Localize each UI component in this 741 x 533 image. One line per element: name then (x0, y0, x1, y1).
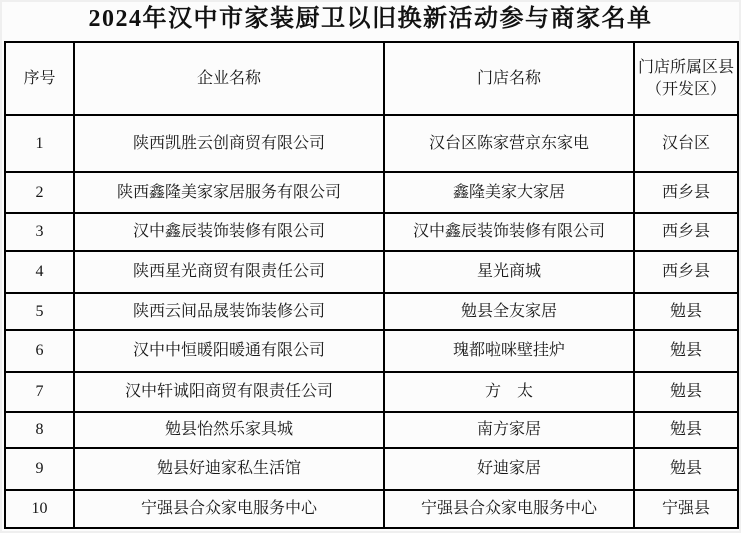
cell-company: 陕西鑫隆美家家居服务有限公司 (74, 172, 384, 213)
cell-company: 陕西云间品晟装饰装修公司 (74, 293, 384, 330)
table-row (5, 490, 738, 528)
table-header-row (5, 42, 738, 115)
cell-store: 勉县全友家居 (384, 293, 634, 330)
cell-store: 瑰都啦咪壁挂炉 (384, 330, 634, 372)
table-row (5, 330, 738, 372)
cell-district: 西乡县 (634, 251, 738, 293)
cell-district: 宁强县 (634, 490, 738, 528)
cell-seq: 3 (5, 213, 74, 251)
cell-store: 南方家居 (384, 412, 634, 448)
cell-company: 汉中中恒暖阳暖通有限公司 (74, 330, 384, 372)
table-row (5, 412, 738, 448)
table-row (5, 293, 738, 330)
cell-district: 西乡县 (634, 213, 738, 251)
cell-company: 陕西凯胜云创商贸有限公司 (74, 115, 384, 172)
table-row (5, 213, 738, 251)
cell-company: 勉县怡然乐家具城 (74, 412, 384, 448)
cell-district: 勉县 (634, 372, 738, 412)
cell-company: 勉县好迪家私生活馆 (74, 448, 384, 490)
header-company: 企业名称 (74, 42, 384, 115)
cell-store: 星光商城 (384, 251, 634, 293)
cell-district: 勉县 (634, 412, 738, 448)
merchants-table (4, 41, 739, 529)
header-store: 门店名称 (384, 42, 634, 115)
table-row (5, 372, 738, 412)
table-row (5, 172, 738, 213)
cell-company: 汉中鑫辰装饰装修有限公司 (74, 213, 384, 251)
cell-store: 宁强县合众家电服务中心 (384, 490, 634, 528)
header-seq: 序号 (5, 42, 74, 115)
cell-seq: 10 (5, 490, 74, 528)
cell-district: 勉县 (634, 330, 738, 372)
cell-store: 鑫隆美家大家居 (384, 172, 634, 213)
cell-district: 汉台区 (634, 115, 738, 172)
cell-store: 汉台区陈家营京东家电 (384, 115, 634, 172)
cell-seq: 5 (5, 293, 74, 330)
table-row (5, 251, 738, 293)
cell-store: 方 太 (384, 372, 634, 412)
cell-seq: 7 (5, 372, 74, 412)
cell-seq: 2 (5, 172, 74, 213)
cell-district: 勉县 (634, 448, 738, 490)
cell-seq: 1 (5, 115, 74, 172)
table-row (5, 115, 738, 172)
table-row (5, 448, 738, 490)
cell-company: 陕西星光商贸有限责任公司 (74, 251, 384, 293)
cell-store: 好迪家居 (384, 448, 634, 490)
cell-seq: 4 (5, 251, 74, 293)
header-district: 门店所属区县（开发区） (634, 42, 738, 115)
cell-seq: 8 (5, 412, 74, 448)
cell-seq: 6 (5, 330, 74, 372)
cell-store: 汉中鑫辰装饰装修有限公司 (384, 213, 634, 251)
cell-district: 勉县 (634, 293, 738, 330)
page-title: 2024年汉中市家装厨卫以旧换新活动参与商家名单 (88, 6, 653, 32)
cell-seq: 9 (5, 448, 74, 490)
cell-district: 西乡县 (634, 172, 738, 213)
cell-company: 宁强县合众家电服务中心 (74, 490, 384, 528)
cell-company: 汉中轩诚阳商贸有限责任公司 (74, 372, 384, 412)
